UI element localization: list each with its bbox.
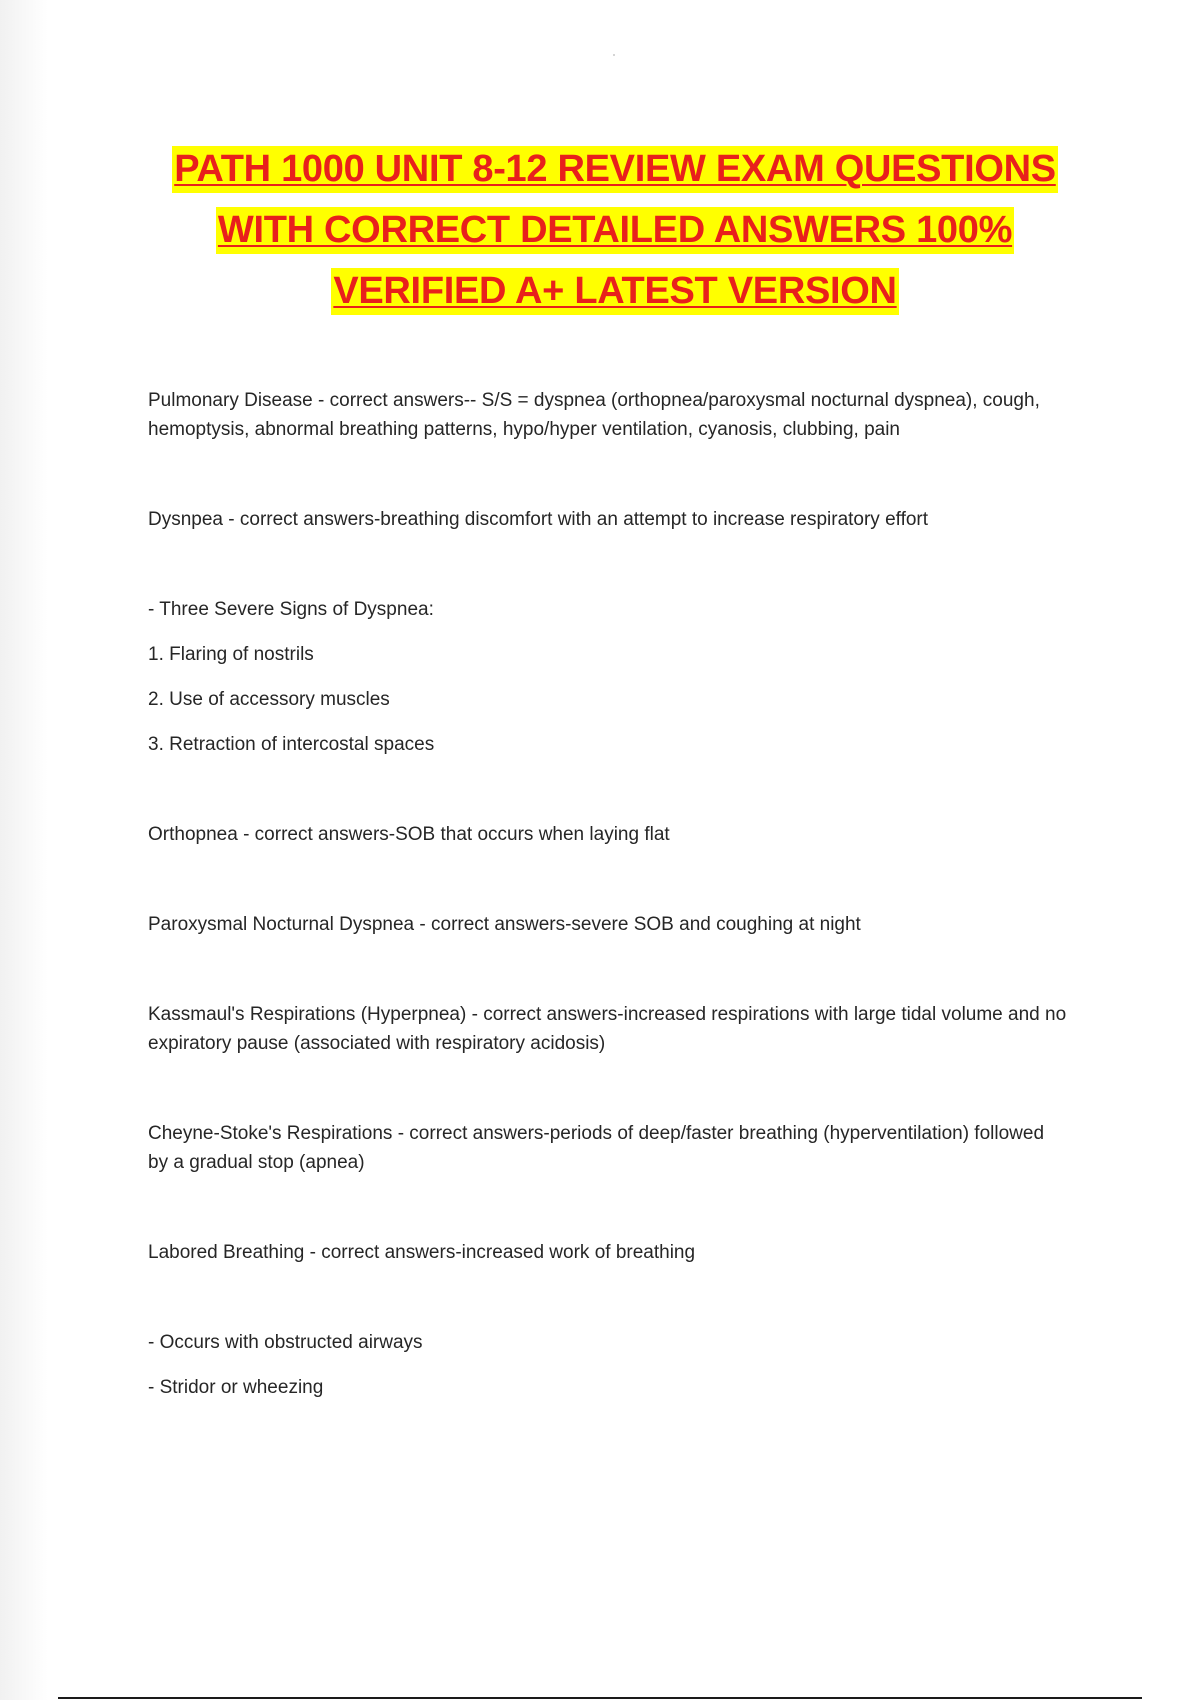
page-edge-shadow — [0, 0, 48, 1700]
document-body — [148, 386, 1068, 1402]
entry-dysnpea: Dysnpea - correct answers-breathing discomfort with an attempt to increase respiratory effort — [148, 509, 929, 530]
severe-signs-heading: - Three Severe Signs of Dyspnea: — [148, 599, 434, 620]
footer-rule — [58, 1697, 1142, 1699]
list-item: 1. Flaring of nostrils — [148, 644, 314, 665]
entry-orthopnea: Orthopnea - correct answers-SOB that occurs when laying flat — [148, 824, 670, 845]
entry-cheyne-stokes-respirations: Cheyne-Stoke's Respirations - correct answers-periods of deep/faster breathing (hyperventilation) followed by a gradual stop (apnea) — [148, 1123, 1045, 1173]
list-item: - Occurs with obstructed airways — [148, 1332, 423, 1353]
labored-breathing-notes — [148, 1328, 1068, 1402]
severe-signs-list — [148, 595, 1068, 759]
document-title — [130, 146, 1100, 329]
entry-kussmaul-respirations: Kassmaul's Respirations (Hyperpnea) - correct answers-increased respirations with large tidal volume and no expiratory pause (associated with respiratory acidosis) — [148, 1004, 1067, 1054]
entry-labored-breathing: Labored Breathing - correct answers-increased work of breathing — [148, 1242, 696, 1263]
list-item: 3. Retraction of intercostal spaces — [148, 734, 435, 755]
list-item: 2. Use of accessory muscles — [148, 689, 390, 710]
title-line-2: WITH CORRECT DETAILED ANSWERS 100% — [216, 207, 1014, 254]
list-item: - Stridor or wheezing — [148, 1377, 324, 1398]
entry-pulmonary-disease: Pulmonary Disease - correct answers-- S/S = dyspnea (orthopnea/paroxysmal nocturnal dyspnea), cough, hemoptysis, abnormal breathing patterns, hypo/hyper ventilation, cyanosis, clubbing, pain — [148, 390, 1040, 440]
entry-paroxysmal-nocturnal-dyspnea: Paroxysmal Nocturnal Dyspnea - correct answers-severe SOB and coughing at night — [148, 914, 861, 935]
title-line-1: PATH 1000 UNIT 8-12 REVIEW EXAM QUESTIONS — [172, 146, 1058, 193]
header-mark — [613, 54, 615, 56]
title-line-3: VERIFIED A+ LATEST VERSION — [331, 268, 898, 315]
